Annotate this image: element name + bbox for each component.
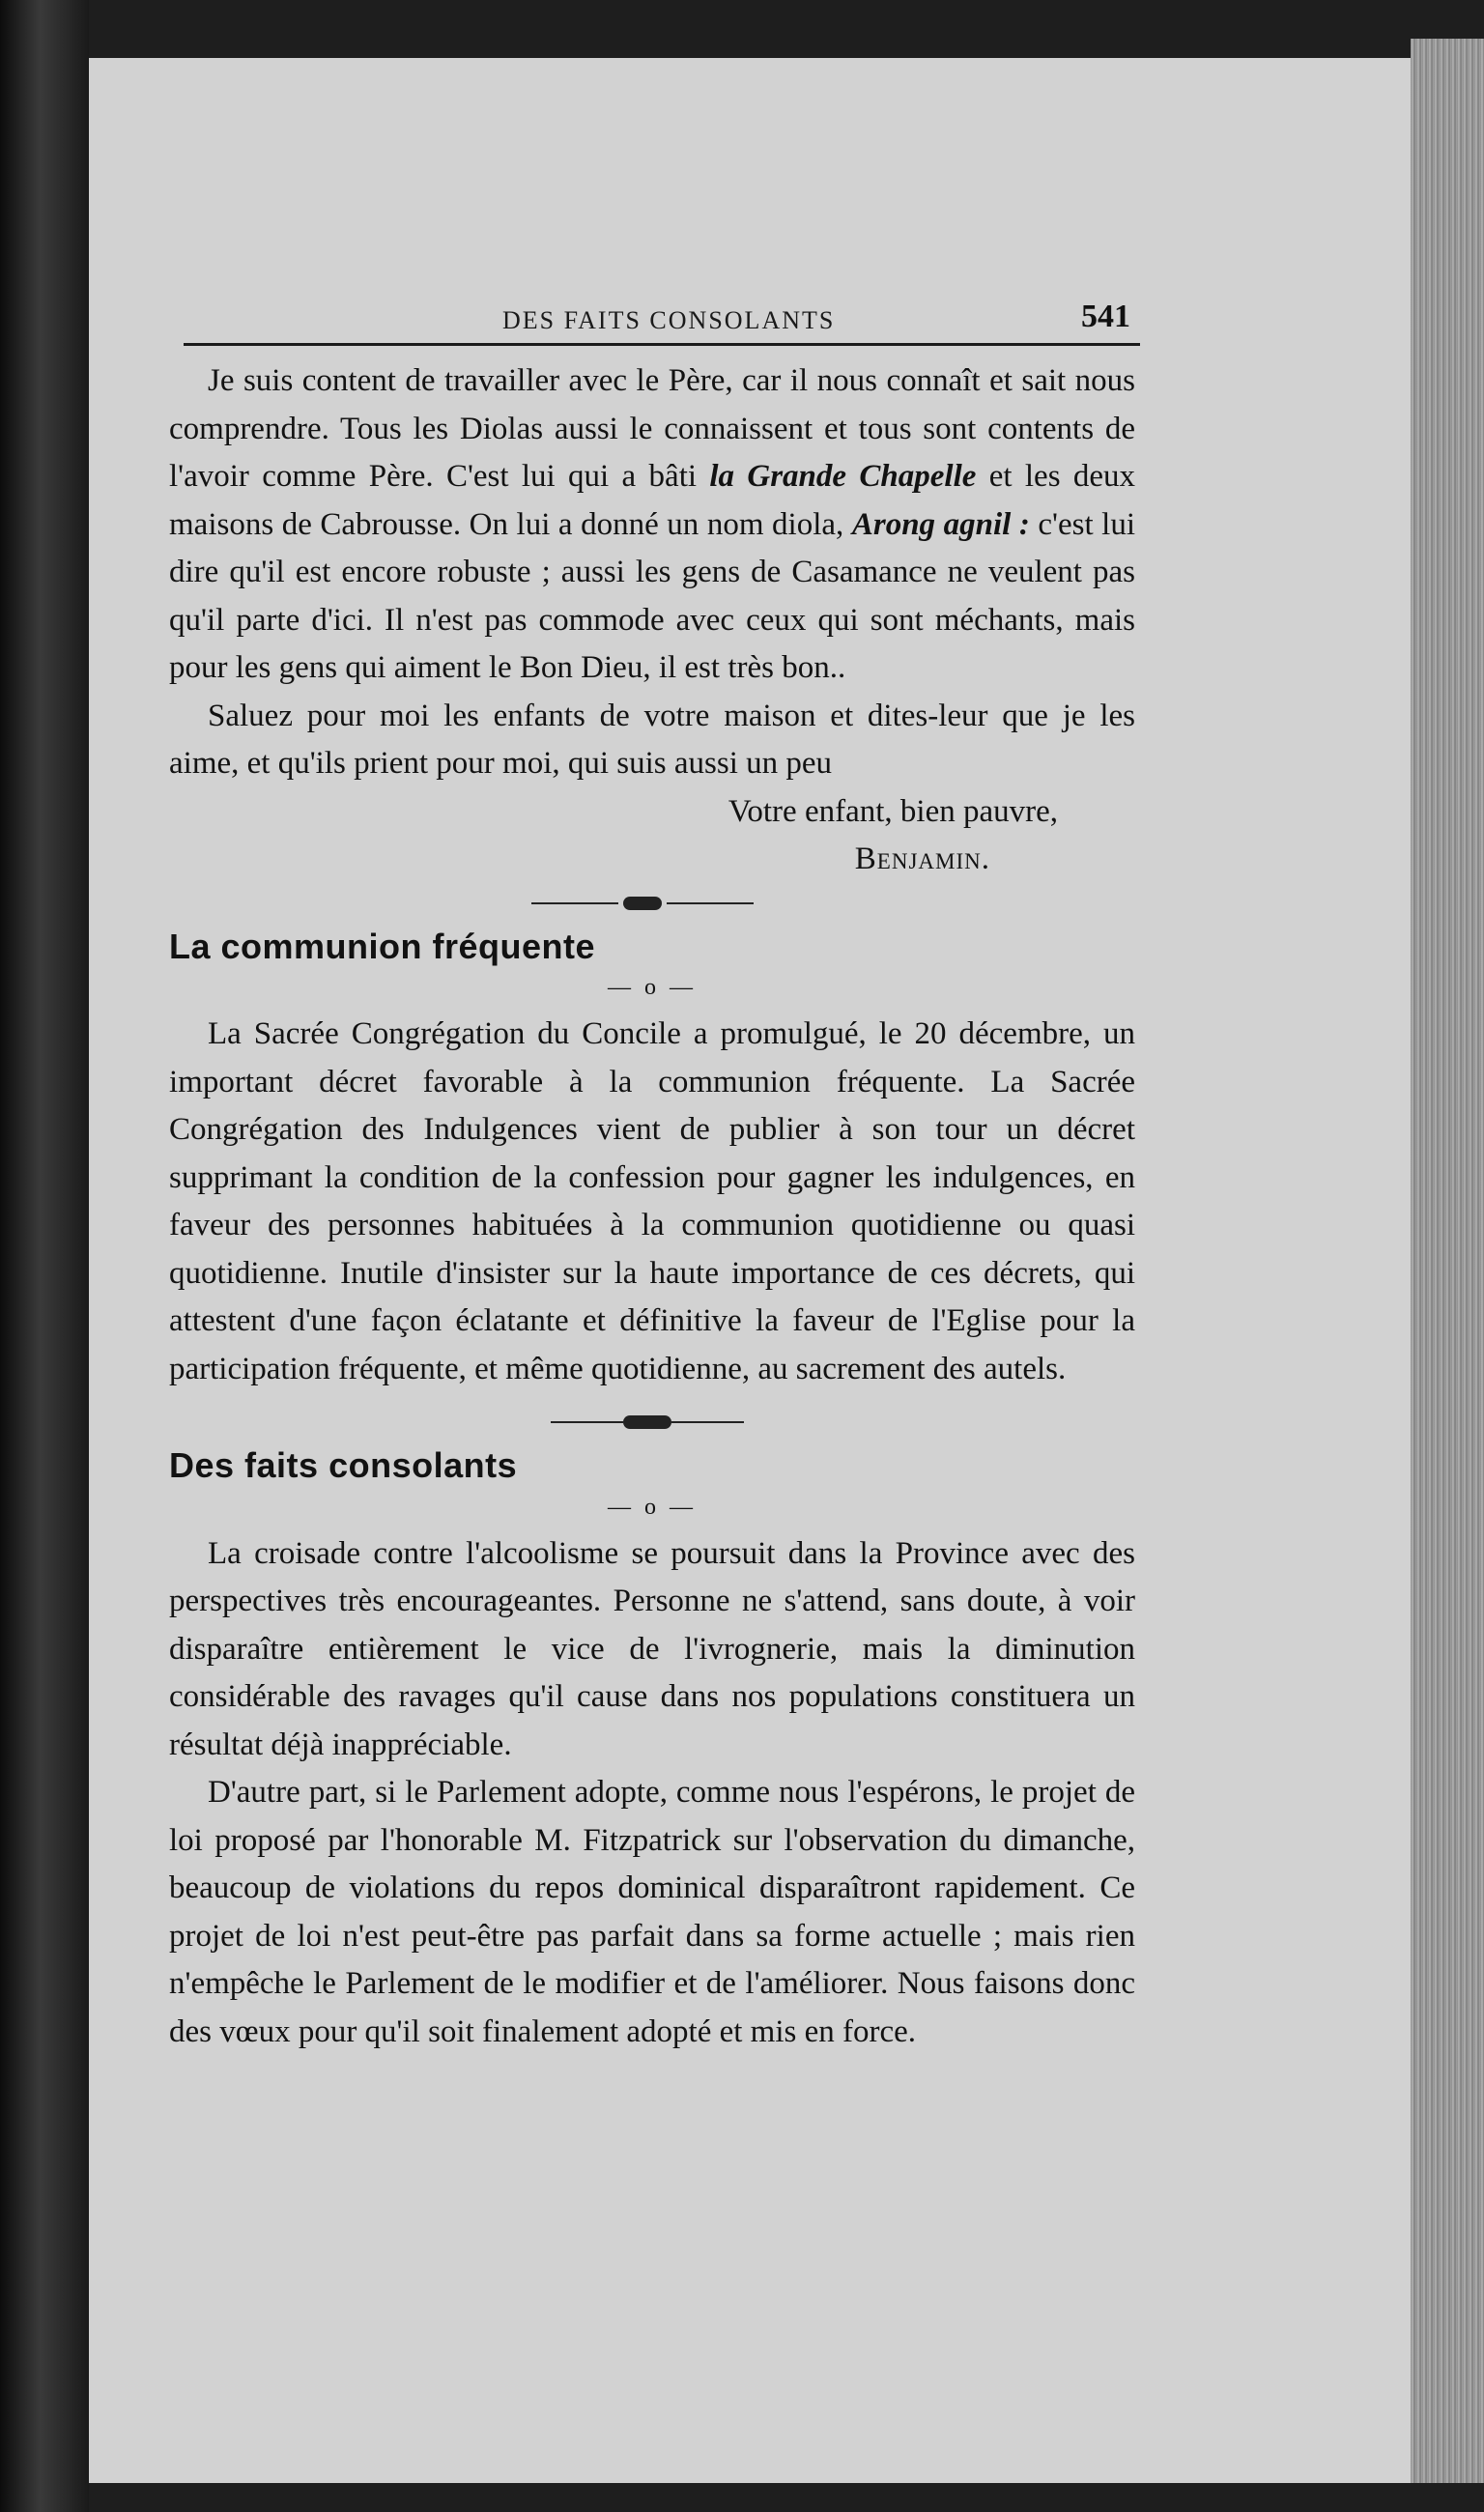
divider-ornament (169, 1403, 1135, 1442)
letter-closing: Votre enfant, bien pauvre, (728, 793, 1058, 829)
page-header (184, 295, 1140, 346)
letter-signature: Benjamin. (854, 842, 990, 876)
page-stack-edge (1411, 39, 1484, 2483)
page-content (169, 357, 1135, 2056)
divider-ornament (169, 884, 1135, 923)
section2-paragraph-1: La croisade contre l'alcoolisme se poursuit dans la Province avec des perspectives très encourageantes. Personne ne s'attend, sans doute, à voir disparaître entièrement le vice de l'ivrognerie, mais la diminution considérable des ravages qu'il cause dans nos populations constituera un résultat déjà inappréciable. (169, 1535, 1135, 1762)
ornament-knot (623, 897, 662, 910)
section1-body: La Sacrée Congrégation du Concile a promulgué, le 20 décembre, un important décret favorable à la communion fréquente. La Sacrée Congrégation des Indulgences vient de publier à son tour un décret supprimant la condition de la confession pour gagner les indulgences, en faveur des personnes habituées à la communion quotidienne ou quasi quotidienne. Inutile d'insister sur la haute importance de ces décrets, qui attestent d'une façon éclatante et définitive la faveur de l'Eglise pour la participation fréquente, et même quotidienne, au sacrement des autels. (169, 1016, 1135, 1386)
ornament-line-right (667, 902, 754, 904)
ornament-line-left (531, 902, 618, 904)
title-ornament: — o — (608, 975, 697, 1000)
book-spine-shadow (0, 0, 89, 2512)
ornament-line-right (671, 1421, 744, 1423)
ornament-line-left (551, 1421, 623, 1423)
section2-paragraph-2: D'autre part, si le Parlement adopte, comme nous l'espérons, le projet de loi proposé par l'honorable M. Fitzpatrick sur l'observation du dimanche, beaucoup de violations du repos dominical disparaîtront rapidement. Ce projet de loi n'est peut-être pas parfait dans sa forme actuelle ; mais rien n'empêche le Parlement de le modifier et de l'améliorer. Nous faisons donc des vœux pour qu'il soit finalement adopté et mis en force. (169, 1775, 1135, 2049)
ornament-knot (623, 1415, 671, 1429)
text-run: c'est lui dire qu'il est encore robuste ; aussi les gens de Casamance ne veulent pas qu'il parte d'ici. Il n'est pas commode avec ceux qui sont méchants, mais pour les gens qui aiment le Bon Dieu, il est très bon.. (169, 506, 1136, 685)
running-title: DES FAITS CONSOLANTS (502, 306, 836, 334)
text-run: Je suis content de travailler avec le Père, car il nous connaît et sait nous comprendre. Tous les Diolas aussi le connaissent et tous sont contents de l'avoir comme Père. C'est lui qui a bâti (169, 363, 1135, 494)
text-run: et les deux maisons de Cabrousse. On lui a donné un nom diola, (169, 459, 1136, 542)
letter-paragraph-2: Saluez pour moi les enfants de votre maison et dites-leur que je les aime, et qu'ils prient pour moi, qui suis aussi un peu (169, 698, 1135, 781)
section-title-faits: Des faits consolants (169, 1445, 518, 1485)
letter-paragraph-1 (169, 357, 1135, 693)
italic-run: Arong agnil : (851, 506, 1030, 542)
section-title-communion: La communion fréquente (169, 926, 596, 966)
page-number: 541 (1081, 299, 1130, 334)
title-ornament: — o — (608, 1494, 697, 1520)
italic-run: la Grande Chapelle (709, 459, 977, 494)
